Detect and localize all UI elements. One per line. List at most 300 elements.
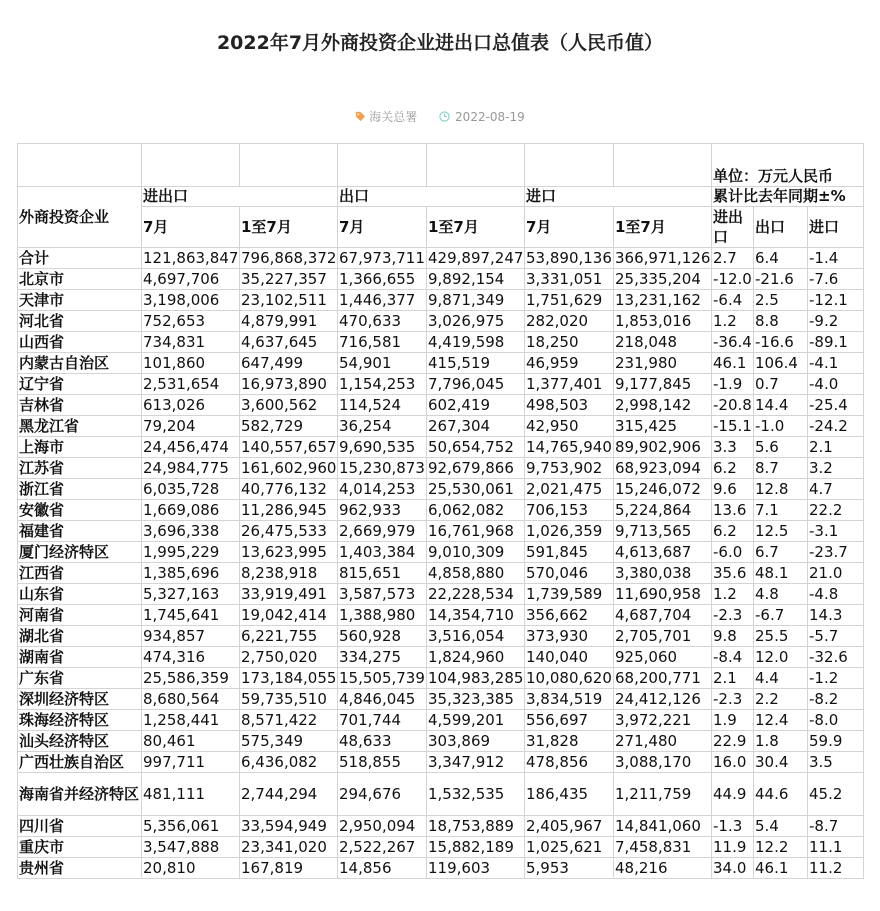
region-name: 四川省 — [18, 816, 142, 837]
table-cell: -21.6 — [754, 269, 808, 290]
region-name: 江苏省 — [18, 458, 142, 479]
table-cell: -8.0 — [808, 710, 864, 731]
table-cell: 4,419,598 — [427, 332, 525, 353]
table-row — [18, 542, 864, 563]
table-cell: 79,204 — [142, 416, 240, 437]
table-cell: 1,995,229 — [142, 542, 240, 563]
table-row — [18, 521, 864, 542]
table-cell: 0.7 — [754, 374, 808, 395]
sub-total-month: 7月 — [142, 207, 240, 248]
table-cell: 167,819 — [240, 858, 338, 879]
table-cell: 752,653 — [142, 311, 240, 332]
table-cell: 24,412,126 — [614, 689, 712, 710]
table-cell: 67,973,711 — [339, 248, 425, 267]
table-row — [18, 479, 864, 500]
table-cell: -1.3 — [712, 816, 754, 837]
table-cell: -1.9 — [712, 374, 754, 395]
region-name: 贵州省 — [18, 858, 142, 879]
table-cell: 716,581 — [338, 332, 427, 353]
table-cell: 16,761,968 — [427, 521, 525, 542]
table-cell: 24,456,474 — [142, 437, 240, 458]
table-cell: 734,831 — [142, 332, 240, 353]
table-cell: 647,499 — [240, 353, 338, 374]
region-name: 海南省并经济特区 — [18, 773, 142, 816]
table-cell: 303,869 — [427, 731, 525, 752]
table-cell: 6.7 — [754, 542, 808, 563]
table-cell: 2,405,967 — [525, 816, 614, 837]
table-cell: 2,669,979 — [338, 521, 427, 542]
table-cell: 34.0 — [712, 858, 754, 879]
region-name: 内蒙古自治区 — [18, 353, 142, 374]
table-cell: 9.8 — [712, 626, 754, 647]
table-cell: 6,436,082 — [240, 752, 338, 773]
table-cell: 140,557,657 — [241, 437, 337, 456]
table-cell: 48.1 — [754, 563, 808, 584]
table-cell: 282,020 — [525, 311, 614, 332]
table-cell: 2.1 — [712, 668, 754, 689]
table-row — [18, 500, 864, 521]
table-cell: 20,810 — [142, 858, 240, 879]
table-cell: 50,654,752 — [427, 437, 525, 458]
table-cell: 4,846,045 — [338, 689, 427, 710]
table-cell: 173,184,055 — [241, 668, 337, 687]
sub-export-ytd: 1至7月 — [427, 207, 525, 248]
table-cell: 3,088,170 — [614, 752, 712, 773]
region-name: 珠海经济特区 — [18, 710, 142, 731]
table-cell: 48,633 — [338, 731, 427, 752]
table-row — [18, 752, 864, 773]
table-cell: 80,461 — [142, 731, 240, 752]
table-cell: 12.5 — [754, 521, 808, 542]
region-name: 深圳经济特区 — [18, 689, 142, 710]
table-cell: 582,729 — [240, 416, 338, 437]
table-cell: 16,973,890 — [240, 374, 338, 395]
table-cell: -15.1 — [713, 416, 752, 435]
table-cell: 334,275 — [338, 647, 427, 668]
table-cell: -4.1 — [808, 353, 864, 374]
table-cell: 706,153 — [525, 500, 614, 521]
table-cell: 415,519 — [427, 353, 525, 374]
table-cell: 231,980 — [614, 353, 712, 374]
table-cell: 3,696,338 — [142, 521, 240, 542]
source-label[interactable]: 海关总署 — [369, 110, 418, 124]
table-cell: 3,834,519 — [525, 689, 614, 710]
table-cell: 92,679,866 — [427, 458, 525, 479]
table-cell: 796,868,372 — [241, 248, 337, 267]
table-cell: 35,323,385 — [427, 689, 525, 710]
table-cell: 3.2 — [808, 458, 864, 479]
date-meta — [439, 110, 525, 124]
table-cell: 6.4 — [754, 248, 808, 269]
region-name: 安徽省 — [18, 500, 142, 521]
table-cell: 12.0 — [754, 647, 808, 668]
region-name: 湖南省 — [18, 647, 142, 668]
table-cell: 5,224,864 — [614, 500, 712, 521]
table-cell: 1.9 — [712, 710, 754, 731]
table-cell: 1.2 — [712, 584, 754, 605]
table-cell: 89,902,906 — [614, 437, 712, 458]
table-cell: 2,744,294 — [240, 773, 338, 816]
table-cell: 373,930 — [525, 626, 614, 647]
table-cell: 59.9 — [808, 731, 864, 752]
table-cell: 1,377,401 — [525, 374, 614, 395]
table-cell: 2,998,142 — [614, 395, 712, 416]
region-name: 合计 — [18, 248, 142, 269]
table-cell: 5,327,163 — [142, 584, 240, 605]
table-cell: 44.6 — [754, 773, 808, 816]
table-cell: 15,246,072 — [614, 479, 712, 500]
table-row — [18, 269, 864, 290]
table-cell: 470,633 — [338, 311, 427, 332]
group-total: 进出口 — [142, 187, 338, 207]
table-cell: -16.6 — [754, 332, 808, 353]
table-cell: 1,739,589 — [525, 584, 614, 605]
table-cell: 9,690,535 — [338, 437, 427, 458]
table-cell: 1,824,960 — [427, 647, 525, 668]
table-cell: 3,587,573 — [338, 584, 427, 605]
header-cell — [427, 144, 525, 187]
table-cell: -8.2 — [808, 689, 864, 710]
table-cell: 11.1 — [808, 837, 864, 858]
table-cell: 481,111 — [142, 773, 240, 816]
table-cell: 934,857 — [142, 626, 240, 647]
table-cell: 11.9 — [712, 837, 754, 858]
data-table — [17, 143, 864, 879]
table-cell: -1.2 — [808, 668, 864, 689]
table-cell: 46,959 — [525, 353, 614, 374]
table-cell: 19,042,414 — [240, 605, 338, 626]
table-cell: 7,458,831 — [614, 837, 712, 858]
region-name: 福建省 — [18, 521, 142, 542]
table-cell: 8,680,564 — [142, 689, 240, 710]
header-cell — [614, 144, 712, 187]
table-cell: 815,651 — [338, 563, 427, 584]
header-cell — [142, 144, 240, 187]
region-name: 上海市 — [18, 437, 142, 458]
unit-label: 单位：万元人民币 — [712, 144, 864, 187]
table-row — [18, 290, 864, 311]
table-cell: 161,602,960 — [241, 458, 337, 477]
table-cell: -23.7 — [808, 542, 864, 563]
table-cell: 101,860 — [142, 353, 240, 374]
table-cell: -1.4 — [808, 248, 864, 269]
table-cell: 271,480 — [614, 731, 712, 752]
table-cell: 14,856 — [338, 858, 427, 879]
region-name: 山东省 — [18, 584, 142, 605]
table-cell: 3,347,912 — [427, 752, 525, 773]
table-cell: 4.7 — [808, 479, 864, 500]
table-cell: 518,855 — [338, 752, 427, 773]
table-cell: 591,845 — [525, 542, 614, 563]
table-cell: 16.0 — [712, 752, 754, 773]
table-cell: 1,669,086 — [142, 500, 240, 521]
table-cell: 2.7 — [712, 248, 754, 269]
header-row-groups — [18, 187, 864, 207]
table-cell: 429,897,247 — [428, 248, 524, 267]
table-cell: 1,853,016 — [614, 311, 712, 332]
table-cell: -8.7 — [808, 816, 864, 837]
table-cell: -20.8 — [713, 395, 752, 414]
table-cell: 4,637,645 — [240, 332, 338, 353]
table-cell: 13,623,995 — [240, 542, 338, 563]
table-cell: -2.3 — [712, 689, 754, 710]
region-name: 江西省 — [18, 563, 142, 584]
table-cell: 8.7 — [754, 458, 808, 479]
table-cell: 106.4 — [754, 353, 808, 374]
table-cell: 30.4 — [754, 752, 808, 773]
table-cell: -6.7 — [754, 605, 808, 626]
region-name: 天津市 — [18, 290, 142, 311]
table-cell: 1,745,641 — [142, 605, 240, 626]
table-cell: 315,425 — [614, 416, 712, 437]
region-name: 浙江省 — [18, 479, 142, 500]
table-cell: 5.6 — [754, 437, 808, 458]
table-cell: 478,856 — [525, 752, 614, 773]
table-cell: 14.4 — [754, 395, 808, 416]
table-cell: 7.1 — [754, 500, 808, 521]
table-cell: 35,227,357 — [240, 269, 338, 290]
table-cell: 570,046 — [525, 563, 614, 584]
table-cell: 14,354,710 — [427, 605, 525, 626]
table-cell: 1,532,535 — [427, 773, 525, 816]
table-row — [18, 374, 864, 395]
table-row — [18, 837, 864, 858]
table-cell: 602,419 — [427, 395, 525, 416]
table-cell: 3,198,006 — [142, 290, 240, 311]
table-cell: 46.1 — [754, 858, 808, 879]
table-cell: 53,890,136 — [526, 248, 612, 267]
table-cell: 14,841,060 — [614, 816, 712, 837]
table-cell: 23,102,511 — [240, 290, 338, 311]
table-cell: -12.0 — [713, 269, 752, 288]
table-cell: 4,599,201 — [427, 710, 525, 731]
sub-import-month: 7月 — [525, 207, 614, 248]
table-cell: 4.8 — [754, 584, 808, 605]
table-cell: 24,984,775 — [142, 458, 240, 479]
table-cell: 114,524 — [338, 395, 427, 416]
table-cell: 3,380,038 — [614, 563, 712, 584]
article-meta — [0, 108, 880, 125]
table-cell: 9,753,902 — [525, 458, 614, 479]
table-cell: 68,923,094 — [614, 458, 712, 479]
table-cell: 1,258,441 — [142, 710, 240, 731]
table-cell: 4,014,253 — [338, 479, 427, 500]
table-cell: 140,040 — [525, 647, 614, 668]
table-cell: 22,228,534 — [427, 584, 525, 605]
region-name: 河北省 — [18, 311, 142, 332]
table-cell: -7.6 — [808, 269, 864, 290]
table-cell: 556,697 — [525, 710, 614, 731]
table-cell: 4.4 — [754, 668, 808, 689]
table-row — [18, 416, 864, 437]
table-cell: 9,177,845 — [614, 374, 712, 395]
table-row — [18, 311, 864, 332]
region-name: 吉林省 — [18, 395, 142, 416]
header-cell — [338, 144, 427, 187]
table-cell: 1,403,384 — [338, 542, 427, 563]
table-cell: 15,882,189 — [427, 837, 525, 858]
table-cell: 1,025,621 — [525, 837, 614, 858]
table-cell: 3,972,221 — [614, 710, 712, 731]
table-cell: 12.8 — [754, 479, 808, 500]
table-cell: -5.7 — [808, 626, 864, 647]
table-cell: -25.4 — [808, 395, 864, 416]
table-cell: 33,919,491 — [240, 584, 338, 605]
table-cell: 5,953 — [525, 858, 614, 879]
table-cell: 10,080,620 — [526, 668, 612, 687]
table-cell: 9,892,154 — [427, 269, 525, 290]
region-name: 辽宁省 — [18, 374, 142, 395]
table-cell: 13.6 — [712, 500, 754, 521]
table-cell: -1.0 — [754, 416, 808, 437]
sub-yoy-export: 出口 — [754, 207, 808, 248]
region-name: 黑龙江省 — [18, 416, 142, 437]
table-cell: 575,349 — [240, 731, 338, 752]
table-cell: -6.0 — [712, 542, 754, 563]
table-cell: 1,446,377 — [338, 290, 427, 311]
region-name: 重庆市 — [18, 837, 142, 858]
table-row — [18, 710, 864, 731]
publish-date: 2022-08-19 — [455, 109, 525, 124]
table-cell: 498,503 — [525, 395, 614, 416]
table-cell: 6,062,082 — [427, 500, 525, 521]
table-cell: 25.5 — [754, 626, 808, 647]
table-cell: 6,035,728 — [142, 479, 240, 500]
table-cell: 35.6 — [712, 563, 754, 584]
region-name: 汕头经济特区 — [18, 731, 142, 752]
row-header-label: 外商投资企业 — [18, 187, 142, 248]
table-cell: 12.4 — [754, 710, 808, 731]
table-cell: 218,048 — [614, 332, 712, 353]
table-row — [18, 437, 864, 458]
table-cell: 997,711 — [142, 752, 240, 773]
table-cell: 962,933 — [338, 500, 427, 521]
table-cell: 9,871,349 — [427, 290, 525, 311]
table-cell: 14.3 — [808, 605, 864, 626]
table-cell: 4,687,704 — [614, 605, 712, 626]
table-cell: 2.1 — [808, 437, 864, 458]
table-row — [18, 626, 864, 647]
table-cell: 3,331,051 — [525, 269, 614, 290]
table-cell: -3.1 — [808, 521, 864, 542]
table-cell: 46.1 — [712, 353, 754, 374]
table-cell: -4.8 — [808, 584, 864, 605]
table-cell: 121,863,847 — [143, 248, 239, 267]
table-cell: 25,335,204 — [614, 269, 712, 290]
table-cell: 1,385,696 — [142, 563, 240, 584]
table-cell: 1,211,759 — [614, 773, 712, 816]
sub-yoy-import: 进口 — [808, 207, 864, 248]
table-cell: 1,388,980 — [338, 605, 427, 626]
table-cell: -24.2 — [808, 416, 864, 437]
table-cell: 5,356,061 — [142, 816, 240, 837]
table-row — [18, 248, 864, 269]
header-cell — [240, 144, 338, 187]
table-cell: 3,516,054 — [427, 626, 525, 647]
table-cell: 7,796,045 — [427, 374, 525, 395]
table-cell: 18,753,889 — [427, 816, 525, 837]
table-cell: 4,613,687 — [614, 542, 712, 563]
table-cell: 40,776,132 — [240, 479, 338, 500]
tag-icon — [355, 111, 366, 122]
table-cell: 2.2 — [754, 689, 808, 710]
group-export: 出口 — [338, 187, 525, 207]
group-yoy: 累计比去年同期±% — [712, 187, 864, 207]
table-cell: 2,522,267 — [338, 837, 427, 858]
header-cell — [525, 144, 614, 187]
table-cell: 15,230,873 — [339, 458, 425, 477]
table-cell: 68,200,771 — [614, 668, 712, 689]
table-cell: 8,238,918 — [240, 563, 338, 584]
table-row — [18, 689, 864, 710]
table-cell: 2,705,701 — [614, 626, 712, 647]
region-name: 河南省 — [18, 605, 142, 626]
table-row — [18, 668, 864, 689]
table-row — [18, 647, 864, 668]
table-cell: -89.1 — [808, 332, 864, 353]
table-cell: 8.8 — [754, 311, 808, 332]
table-cell: 15,505,739 — [339, 668, 425, 687]
table-cell: 4,697,706 — [142, 269, 240, 290]
table-row — [18, 731, 864, 752]
table-cell: 31,828 — [525, 731, 614, 752]
table-row — [18, 395, 864, 416]
table-cell: -8.4 — [712, 647, 754, 668]
table-row — [18, 605, 864, 626]
table-cell: 14,765,940 — [526, 437, 612, 456]
table-cell: 59,735,510 — [240, 689, 338, 710]
table-cell: 2,750,020 — [240, 647, 338, 668]
table-cell: 701,744 — [338, 710, 427, 731]
table-cell: 267,304 — [427, 416, 525, 437]
table-cell: 18,250 — [525, 332, 614, 353]
table-cell: 119,603 — [427, 858, 525, 879]
table-cell: 2.5 — [754, 290, 808, 311]
table-row — [18, 563, 864, 584]
table-cell: 25,586,359 — [142, 668, 240, 689]
table-cell: 2,021,475 — [525, 479, 614, 500]
table-cell: 1,154,253 — [338, 374, 427, 395]
table-cell: 8,571,422 — [240, 710, 338, 731]
table-cell: 9,713,565 — [614, 521, 712, 542]
sub-export-month: 7月 — [338, 207, 427, 248]
table-cell: 45.2 — [808, 773, 864, 816]
header-row-sub — [18, 207, 864, 248]
sub-total-ytd: 1至7月 — [240, 207, 338, 248]
table-row — [18, 773, 864, 816]
table-cell: 1,366,655 — [338, 269, 427, 290]
region-name: 北京市 — [18, 269, 142, 290]
table-cell: 1,751,629 — [525, 290, 614, 311]
table-cell: 186,435 — [525, 773, 614, 816]
region-name: 广西壮族自治区 — [18, 752, 142, 773]
table-cell: 44.9 — [712, 773, 754, 816]
table-cell: 26,475,533 — [240, 521, 338, 542]
table-cell: 1,026,359 — [525, 521, 614, 542]
table-cell: 11.2 — [808, 858, 864, 879]
table-cell: 13,231,162 — [614, 290, 712, 311]
table-row — [18, 584, 864, 605]
table-cell: 104,983,285 — [428, 668, 524, 687]
table-cell: -2.3 — [712, 605, 754, 626]
table-cell: 2,531,654 — [142, 374, 240, 395]
table-cell: -32.6 — [808, 647, 864, 668]
group-import: 进口 — [525, 187, 712, 207]
table-cell: 1.8 — [754, 731, 808, 752]
sub-import-ytd: 1至7月 — [614, 207, 712, 248]
table-cell: 12.2 — [754, 837, 808, 858]
table-row — [18, 353, 864, 374]
